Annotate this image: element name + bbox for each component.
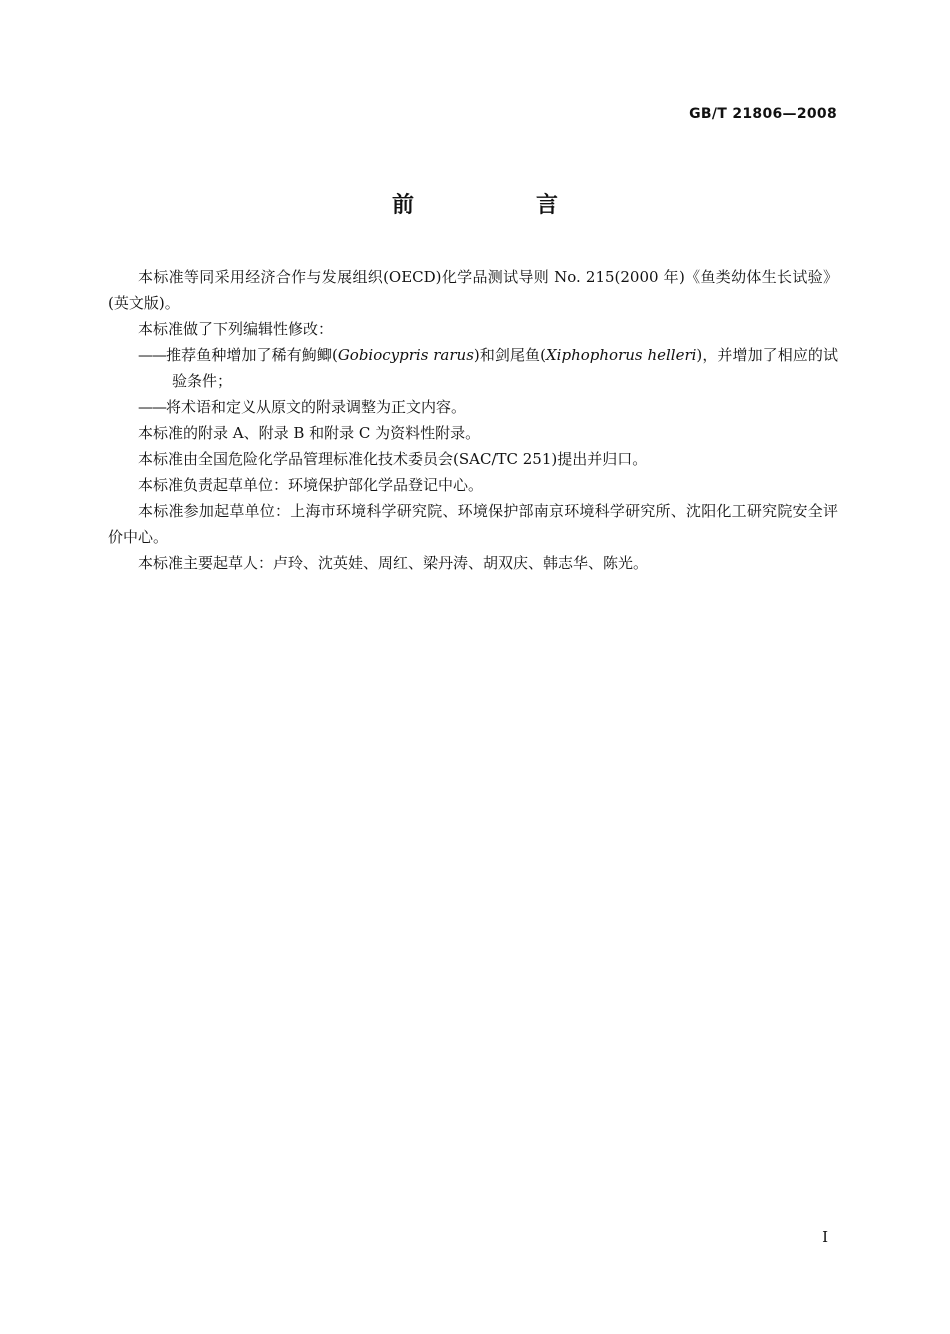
paragraph-proposed-by: 本标准由全国危险化学品管理标准化技术委员会(SAC/TC 251)提出并归口。 [138, 450, 648, 468]
page-title: 前 言 [391, 193, 608, 218]
page-number: I [822, 1228, 828, 1246]
species-name-xiphophorus: Xiphophorus helleri [546, 346, 697, 364]
list-dash: —— [138, 398, 166, 416]
list-item-terms [108, 394, 838, 420]
list-item-text: 推荐鱼种增加了稀有鮈鲫( [166, 346, 338, 364]
foreword-body [108, 264, 838, 576]
list-item-text: )和剑尾鱼( [473, 346, 546, 364]
paragraph-adoption: 本标准等同采用经济合作与发展组织(OECD)化学品测试导则 No. 215(2000 年)《鱼类幼体生长试验》(英文版)。 [108, 268, 838, 312]
paragraph-modifications-intro: 本标准做了下列编辑性修改： [138, 320, 334, 338]
list-item-text: )，并增加了相应的试验条件； [172, 346, 838, 390]
paragraph-main-drafters: 本标准主要起草人：卢玲、沈英娃、周红、梁丹涛、胡双庆、韩志华、陈光。 [138, 554, 649, 572]
species-name-gobiocypris: Gobiocypris rarus [337, 346, 474, 364]
paragraph-annexes: 本标准的附录 A、附录 B 和附录 C 为资料性附录。 [138, 424, 481, 442]
list-item-fish-species [108, 342, 838, 394]
paragraph-participating-drafters: 本标准参加起草单位：上海市环境科学研究院、环境保护部南京环境科学研究所、沈阳化工研究院安全评价中心。 [108, 502, 838, 546]
list-item-text: 将术语和定义从原文的附录调整为正文内容。 [166, 398, 467, 416]
list-dash: —— [138, 346, 166, 364]
standard-number: GB/T 21806—2008 [689, 106, 837, 122]
paragraph-responsible-drafter: 本标准负责起草单位：环境保护部化学品登记中心。 [138, 476, 484, 494]
